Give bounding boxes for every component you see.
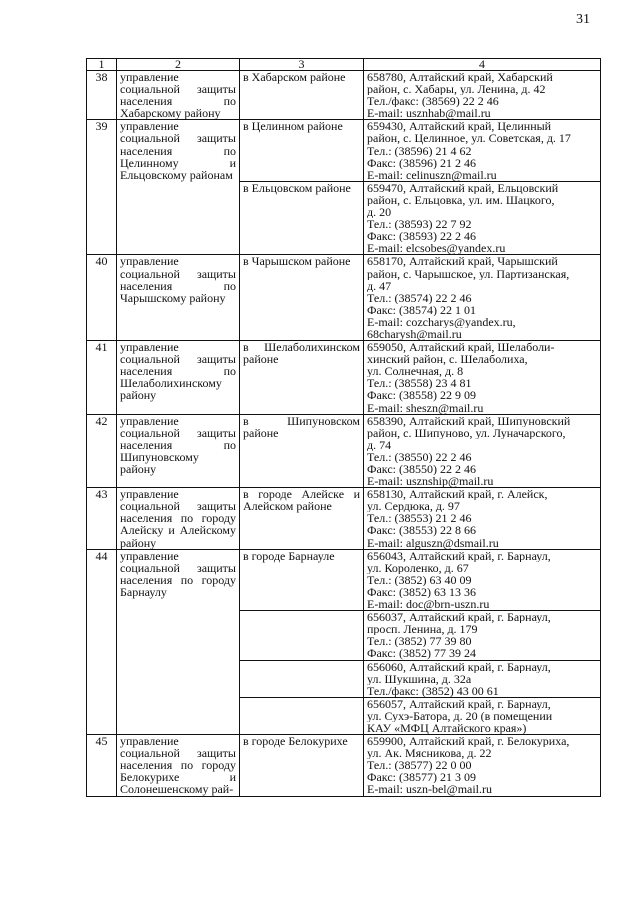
contact-line: 658130, Алтайский край, г. Алейск, xyxy=(367,488,548,501)
contact-details xyxy=(364,488,601,549)
service-area xyxy=(240,697,364,734)
service-area: в Целинном районе xyxy=(240,120,364,181)
contact-line: Факс: (38577) 21 3 09 xyxy=(367,771,476,784)
table-row xyxy=(87,488,601,549)
department-name: управление социальной защиты населения по городу Барнаулу xyxy=(117,549,240,734)
row-number: 42 xyxy=(87,414,117,488)
contact-line: ул. Шукшина, д. 32а xyxy=(367,672,472,685)
contact-line: Тел.: (38596) 21 4 62 xyxy=(367,144,472,157)
contact-details xyxy=(364,341,601,415)
contact-line: E-mail: usznship@mail.ru xyxy=(367,475,494,488)
contact-line: Тел.: (3852) 77 39 80 xyxy=(367,635,472,648)
service-area: в городе Белокурихе xyxy=(240,735,364,796)
table-row xyxy=(87,341,601,415)
contact-line: E-mail: celinuszn@mail.ru xyxy=(367,168,497,181)
department-name: управление социальной защиты населения по городу Белокурихе и Солонешенскому рай- xyxy=(117,735,240,796)
table-row xyxy=(87,549,601,610)
contact-line: Факс: (38558) 22 9 09 xyxy=(367,389,476,402)
column-number-row xyxy=(87,59,601,71)
service-area xyxy=(240,611,364,660)
contact-line: Тел.: (38553) 21 2 46 xyxy=(367,512,472,525)
contact-details xyxy=(364,549,601,610)
contact-line: Тел.: (3852) 63 40 09 xyxy=(367,573,472,586)
contact-line: E-mail: sheszn@mail.ru xyxy=(367,401,484,414)
contact-line: Тел.: (38558) 23 4 81 xyxy=(367,377,472,390)
contact-line: д. 74 xyxy=(367,438,392,451)
contact-line: Факс: (38574) 22 1 01 xyxy=(367,303,476,316)
department-name: управление социальной защиты населения по городу Алейску и Алейскому району xyxy=(117,488,240,549)
row-number: 43 xyxy=(87,488,117,549)
table-row xyxy=(87,71,601,120)
contact-line: Тел./факс: (38569) 22 2 46 xyxy=(367,95,499,108)
contact-details xyxy=(364,255,601,341)
table-row xyxy=(87,120,601,181)
department-name: управление социальной защиты населения по Шелаболихинскому району xyxy=(117,341,240,415)
contact-line: E-mail: uszn-bel@mail.ru xyxy=(367,783,493,796)
contact-line: 656043, Алтайский край, г. Барнаул, xyxy=(367,549,551,562)
row-number: 41 xyxy=(87,341,117,415)
contact-details xyxy=(364,414,601,488)
contact-details xyxy=(364,697,601,734)
department-name: управление социальной защиты населения по Шипуновскому району xyxy=(117,414,240,488)
contact-details xyxy=(364,660,601,697)
service-area: в Шипуновском районе xyxy=(240,414,364,488)
contact-line: Тел.: (38593) 22 7 92 xyxy=(367,218,472,231)
contact-line: 658170, Алтайский край, Чарышский xyxy=(367,255,558,268)
contact-line: Тел.: (38574) 22 2 46 xyxy=(367,291,472,304)
contact-line: Тел.: (38577) 22 0 00 xyxy=(367,759,472,772)
contact-line: 659050, Алтайский край, Шелаболи- xyxy=(367,341,555,354)
contact-line: район, с. Ельцовка, ул. им. Шацкого, xyxy=(367,193,555,207)
table-row xyxy=(87,255,601,341)
contact-line: район, с. Чарышское, ул. Партизанская, xyxy=(367,267,570,280)
contact-line: Факс: (38596) 21 2 46 xyxy=(367,156,476,169)
contact-details xyxy=(364,71,601,120)
service-area: в Хабарском районе xyxy=(240,71,364,120)
contact-line: КАУ «МФЦ Алтайского края») xyxy=(367,721,527,735)
contact-details xyxy=(364,120,601,181)
contact-details xyxy=(364,735,601,796)
contact-line: E-mail: alguszn@dsmail.ru xyxy=(367,536,499,549)
department-name: управление социальной защиты населения по Чарышскому району xyxy=(117,255,240,341)
contact-line: 656060, Алтайский край, г. Барнаул, xyxy=(367,660,551,673)
service-area: в городе Алейске и Алейском районе xyxy=(240,488,364,549)
contact-line: 658780, Алтайский край, Хабарский xyxy=(367,71,553,84)
row-number: 39 xyxy=(87,120,117,255)
row-number: 44 xyxy=(87,549,117,734)
contact-line: ул. Сердюка, д. 97 xyxy=(367,500,460,513)
service-area: в Чарышском районе xyxy=(240,255,364,341)
page-number: 31 xyxy=(576,12,590,27)
service-area xyxy=(240,660,364,697)
contact-line: ул. Сухэ-Батора, д. 20 (в помещении xyxy=(367,709,553,722)
contact-line: Тел.: (38550) 22 2 46 xyxy=(367,450,472,463)
row-number: 38 xyxy=(87,71,117,120)
contact-line: E-mail: usznhab@mail.ru xyxy=(367,107,491,120)
table-row xyxy=(87,735,601,796)
column-number: 4 xyxy=(364,59,601,71)
contact-details xyxy=(364,181,601,255)
contact-line: Факс: (3852) 63 13 36 xyxy=(367,585,476,599)
contact-line: ул. Солнечная, д. 8 xyxy=(367,365,464,378)
service-area: в городе Барнауле xyxy=(240,549,364,610)
row-number: 45 xyxy=(87,735,117,796)
contact-line: район, с. Хабары, ул. Ленина, д. 42 xyxy=(367,83,546,96)
service-area: в Шелаболихинском районе xyxy=(240,341,364,415)
contact-line: 656057, Алтайский край, г. Барнаул, xyxy=(367,697,551,710)
contact-line: район, с. Шипуново, ул. Луначарского, xyxy=(367,426,566,439)
contact-line: д. 47 xyxy=(367,279,392,292)
table-row xyxy=(87,414,601,488)
table-body xyxy=(87,59,601,797)
contact-line: д. 20 xyxy=(367,206,392,219)
contact-line: Факс: (38593) 22 2 46 xyxy=(367,230,476,243)
contact-line: 659470, Алтайский край, Ельцовский xyxy=(367,181,559,194)
contact-line: 659900, Алтайский край, г. Белокуриха, xyxy=(367,735,570,748)
contact-line: ул. Короленко, д. 67 xyxy=(367,561,469,574)
row-number: 40 xyxy=(87,255,117,341)
contact-line: хинский район, с. Шелаболиха, xyxy=(367,353,528,366)
service-area: в Ельцовском районе xyxy=(240,181,364,255)
contact-line: просп. Ленина, д. 179 xyxy=(367,623,478,636)
contact-line: Факс: (38550) 22 2 46 xyxy=(367,463,476,476)
contact-line: Факс: (3852) 77 39 24 xyxy=(367,647,476,660)
contact-line: E-mail: elcsobes@yandex.ru xyxy=(367,242,506,255)
column-number: 2 xyxy=(117,59,240,71)
column-number: 1 xyxy=(87,59,117,71)
contact-line: E-mail: doc@brn-uszn.ru xyxy=(367,598,490,611)
contact-line: 68charysh@mail.ru xyxy=(367,327,462,341)
contact-line: Факс: (38553) 22 8 66 xyxy=(367,524,476,537)
contact-line: 658390, Алтайский край, Шипуновский xyxy=(367,414,571,427)
contact-line: 659430, Алтайский край, Целинный xyxy=(367,120,552,133)
department-name: управление социальной защиты населения по Хабарскому району xyxy=(117,71,240,120)
departments-table xyxy=(86,58,601,797)
contact-line: E-mail: cozcharys@yandex.ru, xyxy=(367,315,516,328)
contact-line: ул. Ак. Мясникова, д. 22 xyxy=(367,747,492,760)
column-number: 3 xyxy=(240,59,364,71)
contact-details xyxy=(364,611,601,660)
contact-line: 656037, Алтайский край, г. Барнаул, xyxy=(367,611,551,624)
contact-line: Тел./факс: (3852) 43 00 61 xyxy=(367,684,499,697)
contact-line: район, с. Целинное, ул. Советская, д. 17 xyxy=(367,132,571,145)
department-name: управление социальной защиты населения по Целинному и Ельцовскому районам xyxy=(117,120,240,255)
